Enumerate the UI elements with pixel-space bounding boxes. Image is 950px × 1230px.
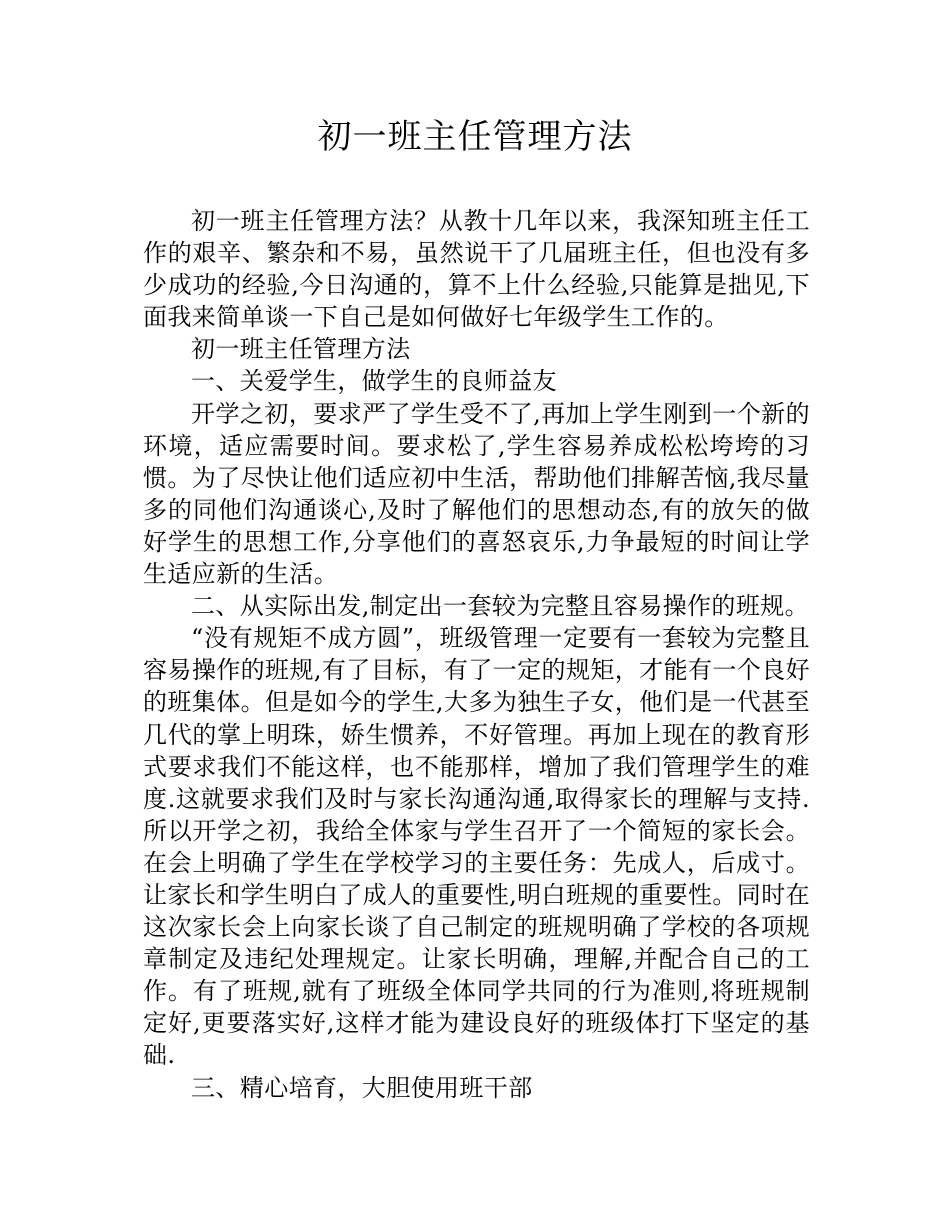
document-title: 初一班主任管理方法 [317,117,633,157]
section-heading-3: 三、精心培育，大胆使用班干部 [191,1073,533,1102]
paragraph-subtitle: 初一班主任管理方法 [191,335,411,364]
section-heading-2: 二、从实际出发,制定出一套较为完整且容易操作的班规。 [191,592,810,621]
paragraph-section-2: “没有规矩不成方圆”，班级管理一定要有一套较为完整且容易操作的班规,有了目标，有了一定的规矩，才能有一个良好的班集体。但是如今的学生,大多为独生子女，他们是一代甚至几代的掌上明珠，娇生惯养，不好管理。再加上现在的教育形式要求我们不能这样，也不能那样，增加了我们管理学生的难度.这就要求我们及时与家长沟通沟通,取得家长的理解与支持.所以开学之初，我给全体家与学生召开了一个简短的家长会。在会上明确了学生在学校学习的主要任务：先成人，后成寸。让家长和学生明白了成人的重要性,明白班规的重要性。同时在这次家长会上向家长谈了自己制定的班规明确了学校的各项规章制定及违纪处理规定。让家长明确，理解,并配合自己的工作。有了班规,就有了班级全体同学共同的行为准则,将班规制定好,更要落实好,这样才能为建设良好的班级体打下坚定的基础. [143,624,810,1070]
paragraph-section-1: 开学之初，要求严了学生受不了,再加上学生刚到一个新的环境，适应需要时间。要求松了,学生容易养成松松垮垮的习惯。为了尽快让他们适应初中生活，帮助他们排解苦恼,我尽量多的同他们沟通谈心,及时了解他们的思想动态,有的放矢的做好学生的思想工作,分享他们的喜怒哀乐,力争最短的时间让学生适应新的生活。 [143,399,810,589]
document-body [143,205,810,1104]
paragraph-intro: 初一班主任管理方法？从教十几年以来，我深知班主任工作的艰辛、繁杂和不易，虽然说干了几届班主任，但也没有多少成功的经验,今日沟通的，算不上什么经验,只能算是拙见,下面我来简单谈一下自己是如何做好七年级学生工作的。 [143,207,810,332]
section-heading-1: 一、关爱学生，做学生的良师益友 [191,367,557,396]
